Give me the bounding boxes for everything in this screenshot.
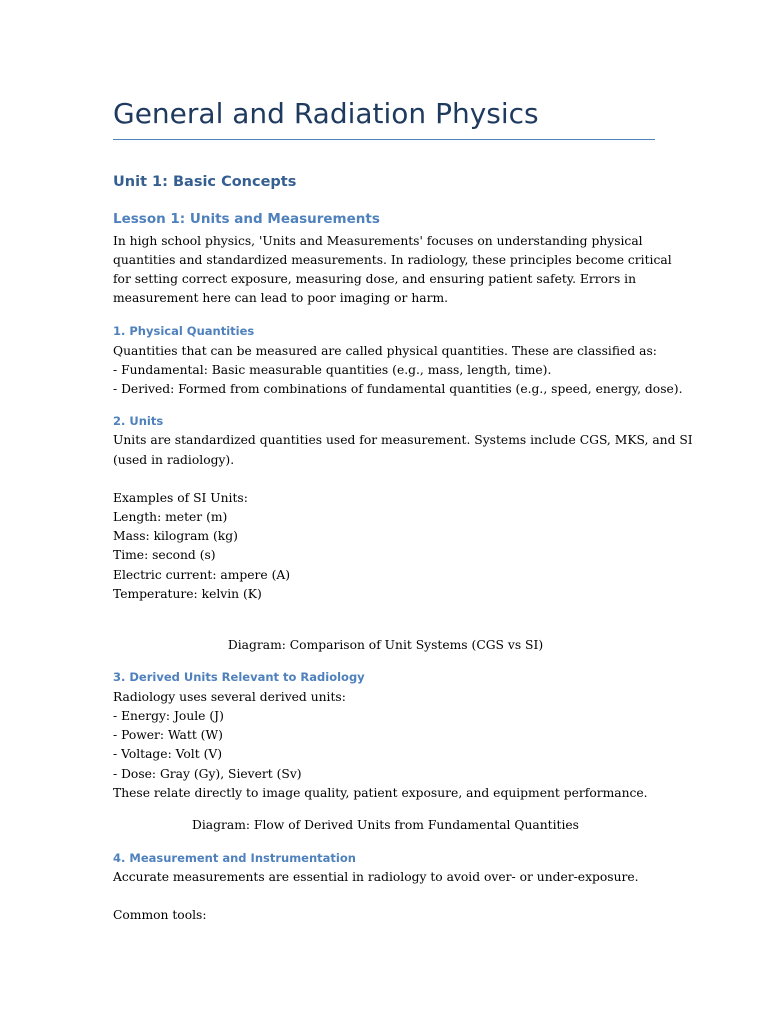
section-line: Accurate measurements are essential in radiology to avoid over- or under-exposure. [113, 870, 639, 884]
derived-unit-item: - Dose: Gray (Gy), Sievert (Sv) [113, 767, 302, 781]
section-heading-units: 2. Units [113, 414, 164, 428]
derived-unit-item: - Energy: Joule (J) [113, 709, 224, 723]
si-unit-example: Electric current: ampere (A) [113, 568, 291, 582]
si-unit-example: Temperature: kelvin (K) [113, 587, 262, 601]
section-heading-derived-units: 3. Derived Units Relevant to Radiology [113, 670, 365, 684]
si-unit-example: Length: meter (m) [113, 510, 228, 524]
derived-unit-item: - Power: Watt (W) [113, 728, 223, 742]
section-line: (used in radiology). [113, 453, 235, 467]
section-line: Radiology uses several derived units: [113, 690, 346, 704]
section-line: Units are standardized quantities used for measurement. Systems include CGS, MKS, and SI [113, 433, 693, 447]
intro-line: quantities and standardized measurements. In radiology, these principles become critical [113, 253, 672, 267]
si-unit-example: Mass: kilogram (kg) [113, 529, 238, 543]
document-title: General and Radiation Physics [113, 97, 539, 130]
lesson-heading: Lesson 1: Units and Measurements [113, 211, 380, 227]
si-examples-intro: Examples of SI Units: [113, 491, 248, 505]
diagram-caption-derived-units: Diagram: Flow of Derived Units from Fundamental Quantities [192, 818, 579, 832]
intro-line: measurement here can lead to poor imaging or harm. [113, 291, 449, 305]
title-divider [113, 139, 655, 140]
diagram-caption-unit-systems: Diagram: Comparison of Unit Systems (CGS vs SI) [227, 638, 544, 652]
si-unit-example: Time: second (s) [113, 548, 216, 562]
section-line: - Fundamental: Basic measurable quantities (e.g., mass, length, time). [113, 363, 552, 377]
derived-unit-item: - Voltage: Volt (V) [113, 747, 223, 761]
tools-intro: Common tools: [113, 908, 207, 922]
intro-line: for setting correct exposure, measuring dose, and ensuring patient safety. Errors in [113, 272, 637, 286]
unit-heading: Unit 1: Basic Concepts [113, 174, 297, 190]
section-heading-physical-quantities: 1. Physical Quantities [113, 324, 255, 338]
section-line: These relate directly to image quality, patient exposure, and equipment performance. [113, 786, 648, 800]
section-heading-measurement: 4. Measurement and Instrumentation [113, 851, 356, 865]
section-line: Quantities that can be measured are called physical quantities. These are classified as: [113, 344, 657, 358]
intro-line: In high school physics, 'Units and Measurements' focuses on understanding physical [113, 234, 643, 248]
section-line: - Derived: Formed from combinations of fundamental quantities (e.g., speed, energy, dose). [113, 382, 683, 396]
